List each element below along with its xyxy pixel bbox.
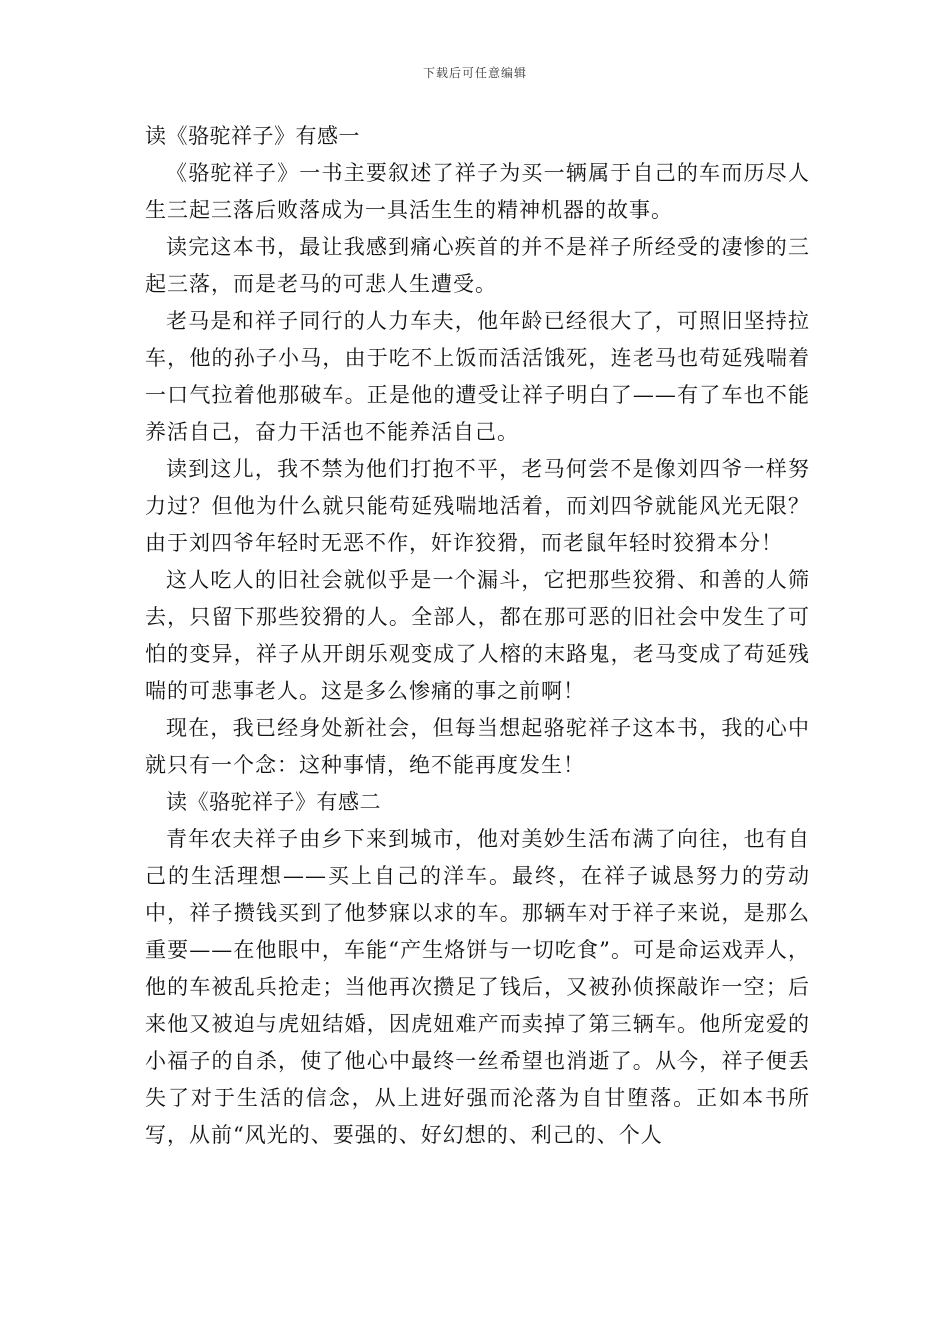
essay-1-paragraph-1: 《骆驼祥子》一书主要叙述了祥子为买一辆属于自己的车而历尽人生三起三落后败落成为一具活生生的精神机器的故事。 [145,161,810,222]
essay-1-paragraph-3: 老马是和祥子同行的人力车夫，他年龄已经很大了，可照旧坚持拉车，他的孙子小马，由于吃不上饭而活活饿死，连老马也苟延残喘着一口气拉着他那破车。正是他的遭受让祥子明白了——有了车也不能养活自己，奋力干活也不能养活自己。 [145,309,810,444]
essay-1-paragraph-5: 这人吃人的旧社会就似乎是一个漏斗，它把那些狡猾、和善的人筛去，只留下那些狡猾的人。全部人，都在那可恶的旧社会中发生了可怕的变异，祥子从开朗乐观变成了人榕的末路鬼，老马变成了苟延残喘的可悲事老人。这是多么惨痛的事之前啊！ [145,568,810,703]
document-body [145,118,810,1154]
essay-2-paragraph-1: 青年农夫祥子由乡下来到城市，他对美妙生活布满了向往，也有自己的生活理想——买上自己的洋车。最终，在祥子诚恳努力的劳动中，祥子攒钱买到了他梦寐以求的车。那辆车对于祥子来说，是那么重要——在他眼中，车能“产生烙饼与一切吃食”。可是命运戏弄人，他的车被乱兵抢走；当他再次攒足了钱后，又被孙侦探敲诈一空；后来他又被迫与虎妞结婚，因虎妞难产而卖掉了第三辆车。他所宠爱的小福子的自杀，使了他心中最终一丝希望也消逝了。从今，祥子便丢失了对于生活的信念，从上进好强而沦落为自甘堕落。正如本书所写，从前“风光的、要强的、好幻想的、利己的、个人 [145,827,810,1147]
essay-1-paragraph-6: 现在，我已经身处新社会，但每当想起骆驼祥子这本书，我的心中就只有一个念：这种事情，绝不能再度发生！ [145,716,810,777]
essay-1-title: 读《骆驼祥子》有感一 [145,124,360,148]
essay-2-title: 读《骆驼祥子》有感二 [166,790,381,814]
essay-1-paragraph-4: 读到这儿，我不禁为他们打抱不平，老马何尝不是像刘四爷一样努力过？但他为什么就只能苟延残喘地活着，而刘四爷就能风光无限？由于刘四爷年轻时无恶不作，奸诈狡猾，而老鼠年轻时狡猾本分！ [145,457,810,555]
essay-1-paragraph-2: 读完这本书，最让我感到痛心疾首的并不是祥子所经受的凄惨的三起三落，而是老马的可悲人生遭受。 [145,235,810,296]
page-header-note: 下载后可任意编辑 [422,66,527,80]
